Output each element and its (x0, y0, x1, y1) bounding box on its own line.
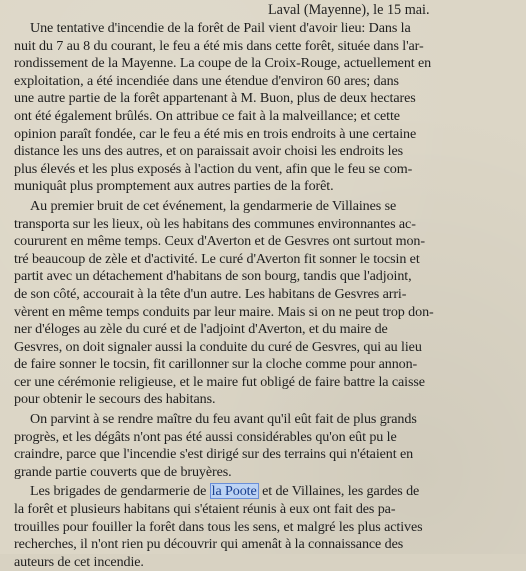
paragraph-2 (14, 198, 514, 409)
text-line: craindre, parce que l'incendie s'est dirigé sur des terrains qui n'étaient en (14, 446, 414, 463)
text-line: transporta sur les lieux, où les habitans des communes environnantes ac- (14, 215, 416, 232)
text-line: tré beaucoup de zèle et d'activité. Le curé d'Averton fit sonner le tocsin et (14, 250, 420, 267)
text-line: coururent en même temps. Ceux d'Averton et de Gesvres ont surtout mon- (14, 233, 425, 250)
text-segment: et de Villaines, les gardes de (258, 483, 420, 500)
text-line: une autre partie de la forêt appartenant à M. Buon, plus de deux hectares (14, 90, 416, 107)
text-line: pour obtenir le secours des habitans. (14, 391, 216, 408)
dateline: Laval (Mayenne), le 15 mai. (268, 2, 430, 18)
text-line: vèrent en même temps conduits par leur maire. Mais si on ne peut trop don- (14, 303, 434, 320)
text-line: recherches, il n'ont rien pu découvrir qui amenât à la connaissance des (14, 536, 404, 553)
text-line (14, 483, 514, 501)
paragraph-4 (14, 483, 514, 571)
article-body (14, 20, 514, 571)
text-line: plus élevés et les plus exposés à l'action du vent, afin que le feu se com- (14, 160, 413, 177)
text-line: Une tentative d'incendie de la forêt de Pail vient d'avoir lieu: Dans la (30, 20, 411, 36)
text-line: de son côté, accourait à la tête d'un autre. Les habitans de Gesvres arri- (14, 285, 407, 302)
text-line: Au premier bruit de cet événement, la gendarmerie de Villaines se (30, 197, 397, 214)
text-line: muniquât plus promptement aux autres parties de la forêt. (14, 178, 334, 195)
text-line: auteurs de cet incendie. (14, 553, 144, 570)
text-line: ont été également brûlés. On attribue ce fait à la malveillance; et cette (14, 107, 400, 124)
text-line: exploitation, a été incendiée dans une étendue d'environ 60 ares; dans (14, 72, 399, 89)
text-line: la forêt et plusieurs habitans qui s'étaient réunis à eux ont fait des pa- (14, 501, 396, 518)
text-line: de faire sonner le tocsin, fit carillonner sur la cloche comme pour annon- (14, 356, 418, 373)
paragraph-1 (14, 20, 514, 196)
text-line: cer une cérémonie religieuse, et le maire fut obligé de faire battre la caisse (14, 373, 425, 390)
text-line: trouilles pour fouiller la forêt dans tous les sens, et malgré les plus actives (14, 518, 423, 535)
text-line: opinion paraît fondée, car le feu a été mis en trois endroits à une certaine (14, 125, 417, 142)
text-line: distance les uns des autres, et on paraissait avoir choisi les endroits les (14, 143, 403, 160)
text-line: Gesvres, on doit signaler aussi la conduite du curé de Gesvres, qui au lieu (14, 338, 422, 355)
text-line: partit avec un détachement d'habitans de son bourg, tandis que l'adjoint, (14, 268, 412, 285)
text-line: ner d'éloges au zèle du curé et de l'adjoint d'Averton, et du maire de (14, 321, 388, 338)
text-line: On parvint à se rendre maître du feu avant qu'il eût fait de plus grands (30, 411, 417, 428)
text-line: progrès, et les dégâts n'ont pas été aussi considérables qu'on eût pu le (14, 428, 397, 445)
text-line: rondissement de la Mayenne. La coupe de la Croix-Rouge, actuellement en (14, 55, 432, 72)
text-line: grande partie couverts que de bruyères. (14, 463, 232, 480)
highlighted-place-name[interactable]: la Poote (211, 483, 257, 500)
text-segment: Les brigades de gendarmerie de (30, 483, 210, 500)
paragraph-3 (14, 411, 514, 481)
text-line: nuit du 7 au 8 du courant, le feu a été mis dans cette forêt, située dans l'ar- (14, 37, 424, 54)
